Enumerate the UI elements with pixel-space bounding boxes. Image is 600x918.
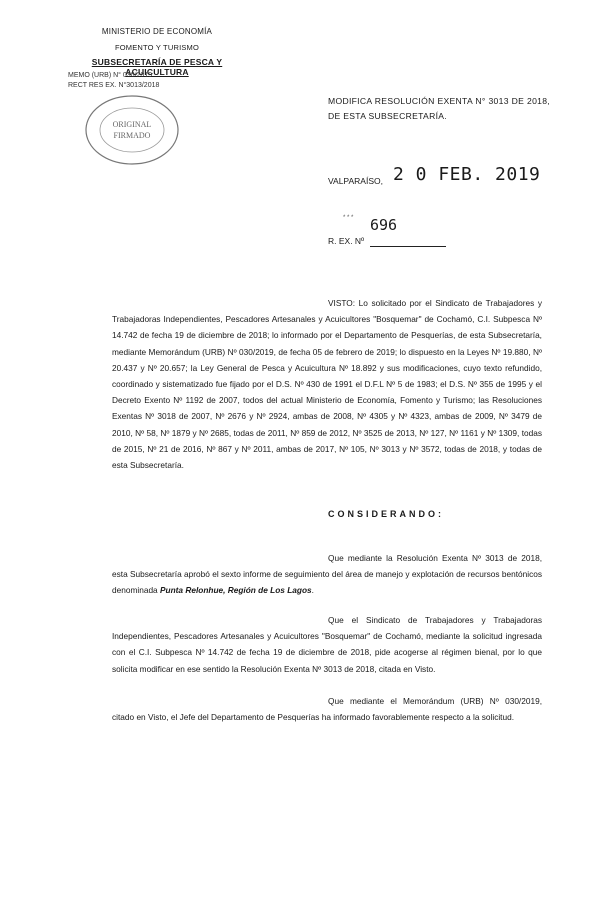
resolution-reference: RECT RES EX. N°3013/2018	[68, 82, 160, 89]
c3-text: Que mediante el Memorándum (URB) Nº 030/2019, citado en Visto, el Jefe del Departamento de Pesquerías ha informado favorablemente respecto a la solicitud.	[112, 696, 542, 723]
considerando-paragraph-2	[112, 612, 542, 677]
considerando-paragraph-3	[112, 693, 542, 725]
number-mark: * * *	[343, 215, 354, 221]
seal-stamp	[78, 90, 186, 170]
resolution-label: R. EX. Nº	[328, 236, 365, 246]
c1-end: .	[311, 585, 314, 596]
resolution-number: 696	[370, 216, 398, 234]
visto-label: VISTO:	[328, 298, 356, 308]
stamp-line1: ORIGINAL	[112, 120, 152, 129]
resolution-subject: MODIFICA RESOLUCIÓN EXENTA N° 3013 DE 2018, DE ESTA SUBSECRETARÍA.	[328, 96, 550, 121]
considerando-paragraph-1	[112, 550, 542, 599]
visto-text: Lo solicitado por el Sindicato de Trabajadores y Trabajadoras Independientes, Pescadores Artesanales y Acuicultores "Bosquemar" de Cochamó, C.I. Subpesca Nº 14.742 de fecha 19 de diciembre de 2018; lo informado por el Departamento de Pesquerías, de esta Subsecretaría, mediante Memorándum (URB) Nº 030/2019, de fecha 05 de febrero de 2019; lo dispuesto en la Leyes Nº 19.880, Nº 20.437 y Nº 20.657; la Ley General de Pesca y Acuicultura Nº 18.892 y sus modificaciones, cuyo texto refundido, coordinado y sistematizado fue fijado por el D.S. Nº 430 de 1991 el D.F.L Nº 5 de 1983; el D.S. Nº 355 de 1995 y el Decreto Exento Nº 1192 de 2007, todos del actual Ministerio de Economía, Fomento y Turismo; las Resoluciones Exentas Nº 3018 de 2007, Nº 2676 y Nº 2924, ambas de 2008, Nº 4305 y Nº 4323, ambas de 2009, Nº 3479 de 2010, Nº 58, Nº 1879 y Nº 2685, todas de 2011, Nº 859 de 2012, Nº 3525 de 2013, Nº 127, Nº 1161 y Nº 1309, todas de 2015, Nº 21 de 2016, Nº 867 y Nº 2011, ambas de 2017, Nº 105, Nº 3013 y Nº 3572, todas de 2018, y todas de esta Subsecretaría.	[112, 298, 542, 471]
c1-text: Que mediante la Resolución Exenta Nº 3013 de 2018, esta Subsecretaría aprobó el sexto informe de seguimiento del área de manejo y explotación de recursos bentónicos denominada	[112, 553, 542, 596]
considerando-title: CONSIDERANDO:	[328, 509, 445, 519]
resolution-number-line	[370, 246, 446, 247]
subsecretaria-title: SUBSECRETARÍA DE PESCA Y ACUICULTURA	[91, 57, 223, 77]
c1-emphasis: Punta Relonhue, Región de Los Lagos	[159, 585, 312, 596]
memo-reference: MEMO (URB) N° 030/2019	[68, 72, 153, 79]
ministry-subline: FOMENTO Y TURISMO	[114, 43, 200, 52]
visto-paragraph	[112, 295, 542, 473]
date-place: VALPARAÍSO,	[328, 176, 383, 186]
c2-text: Que el Sindicato de Trabajadores y Trabajadoras Independientes, Pescadores Artesanales y Acuicultores "Bosquemar" de Cochamó, mediante la solicitud ingresada con el C.I. Subpesca Nº 14.742 de fecha 19 de diciembre de 2018, pide acogerse al régimen bienal, por lo que solicita modificar en ese sentido la Resolución Exenta Nº 3013 de 2018, citada en Visto.	[112, 615, 542, 674]
date-stamp: 2 0 FEB. 2019	[393, 164, 541, 185]
ministry-line: MINISTERIO DE ECONOMÍA	[101, 27, 213, 36]
stamp-line2: FIRMADO	[113, 131, 151, 140]
